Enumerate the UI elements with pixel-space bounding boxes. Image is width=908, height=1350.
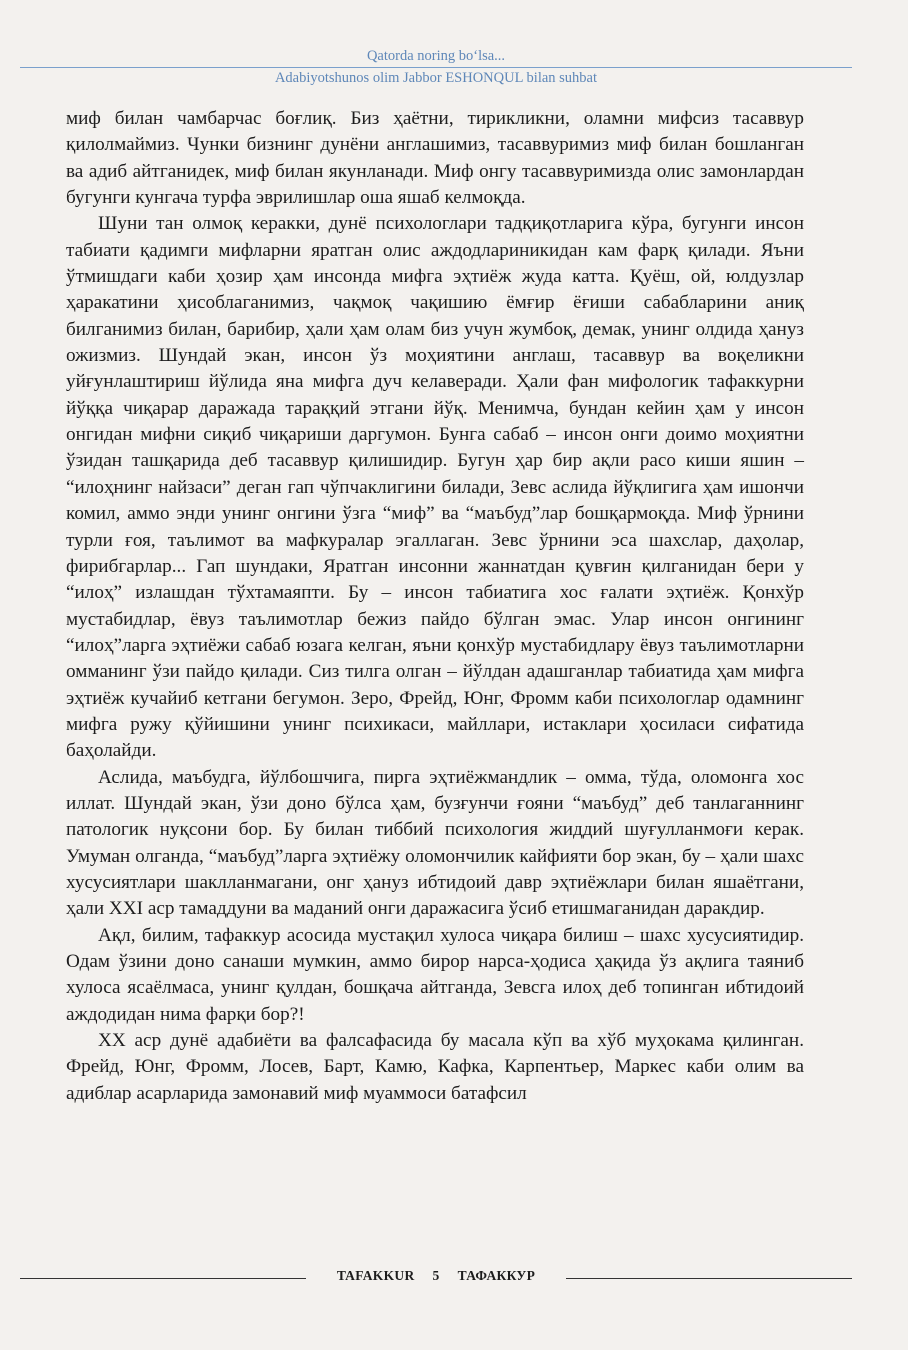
page-footer xyxy=(20,1268,852,1288)
paragraph-4: Ақл, билим, тафаккур асосида мустақил хулоса чиқара билиш – шахс хусусиятидир. Одам ўзини доно санаши мумкин, аммо бирор нарса-ҳодиса ҳақида ўз ақлига таяниб хулоса ясаёлмаса, унинг қулдан, бошқача айтганда, Зевсга илоҳ деб топинган ибтидоий аждодидан нима фарқи бор?! xyxy=(66,924,804,1025)
paragraph-5: XX аср дунё адабиёти ва фалсафасида бу масала кўп ва хўб муҳокама қилинган. Фрейд, Юнг, Фромм, Лосев, Барт, Камю, Кафка, Карпентьер, Маркес каби олим ва адиблар асарларида замонавий миф муаммоси батафсил xyxy=(66,1030,804,1104)
page-number: 5 xyxy=(432,1268,440,1283)
header-subtitle: Adabiyotshunos olim Jabbor ESHONQUL bilan suhbat xyxy=(274,70,598,86)
footer-rule-right xyxy=(566,1278,852,1279)
paragraph-1: миф билан чамбарчас боғлиқ. Биз ҳаётни, тирикликни, оламни мифсиз тасаввур қилолмаймиз. Чунки бизнинг дунёни англашимиз, тасаввуримиз миф билан бошланган ва адиб айтганидек, миф билан якунланади. Миф онгу тасаввуримизда олис замонлардан бугунги кунгача турфа эврилишлар оша яшаб келмоқда. xyxy=(66,108,804,209)
paragraph-3: Аслида, маъбудга, йўлбошчига, пирга эҳтиёжмандлик – омма, тўда, оломонга хос иллат. Шундай экан, ўзи доно бўлса ҳам, бузғунчи ғояни “маъбуд” деб танлаганнинг патологик нуқсони бор. Бу билан тиббий психология жиддий шуғулланмоғи керак. Умуман олганда, “маъбуд”ларга эҳтиёжу оломончилик кайфияти бор экан, бу – ҳали шахс хусусиятлари шаклланмагани, онг ҳануз ибтидоий давр эҳтиёжлари билан яшаётгани, ҳали XXI аср тамаддуни ва маданий онги даражасига ўсиб етишмаганидан даракдир. xyxy=(66,766,804,920)
header-title: Qatorda noring bo‘lsa... xyxy=(366,48,506,64)
footer-journal-latin: TAFAKKUR xyxy=(336,1268,415,1283)
running-header xyxy=(20,46,852,88)
footer-journal-cyrillic: ТАФАККУР xyxy=(457,1268,536,1283)
article-body xyxy=(66,106,804,1107)
footer-rule-left xyxy=(20,1278,306,1279)
footer-text xyxy=(310,1268,562,1284)
paragraph-2: Шуни тан олмоқ керакки, дунё психологлари тадқиқотларига кўра, бугунги инсон табиати қадимги мифларни яратган олис аждодлариникидан кам фарқ қилади. Яъни ўтмишдаги каби ҳозир ҳам инсонда мифга эҳтиёж жуда катта. Қуёш, ой, юлдузлар ҳаракатини ҳисоблаганимиз, чақмоқ чақишию ёмғир ёғиши сабабларини аниқ билганимиз билан, барибир, ҳали ҳам олам биз учун жумбоқ, демак, унинг олдида ҳануз ожизмиз. Шундай экан, инсон ўз моҳиятини англаш, тасаввур ва воқеликни уйғунлаштириш йўлида яна мифга дуч келаверади. Ҳали фан мифологик тафаккурни йўққа чиқарар даражада тараққий этгани йўқ. Менимча, бундан кейин ҳам у инсон онгидан мифни сиқиб чиқариши даргумон. Бунга сабаб – инсон онги доимо моҳиятни ўзидан ташқарида деб тасаввур қилишидир. Бугун ҳар бир ақли расо киши яшин – “илоҳнинг найзаси” деган гап чўпчаклигини билади, Зевс аслида йўқлигига ҳам ишончи комил, аммо энди унинг онгини ўзга “миф” ва “маъбуд”лар бошқармоқда. Миф ўрнини турли ғоя, таълимот ва мафкуралар эгаллаган. Зевс ўрнини эса шахслар, даҳолар, фирибгарлар... Гап шундаки, Яратган инсонни жаннатдан қувғин қилганидан бери у “илоҳ” излашдан тўхтамаяпти. Бу – инсон табиатига хос ғалати эҳтиёж. Қонхўр мустабидлар, ёвуз таълимотлар бежиз пайдо бўлган эмас. Улар инсон онгининг “илоҳ”ларга эҳтиёжи сабаб юзага келган, яъни қонхўр мустабидлару ёвуз таълимотларни омманинг ўзи пайдо қилади. Сиз тилга олган – йўлдан адашганлар табиатида ҳам мифга эҳтиёж кучайиб кетгани бегумон. Зеро, Фрейд, Юнг, Фромм каби психологлар одамнинг мифга ружу қўйишини унинг психикаси, майллари, истаклари ҳосиласи сифатида баҳолайди. xyxy=(66,213,804,762)
